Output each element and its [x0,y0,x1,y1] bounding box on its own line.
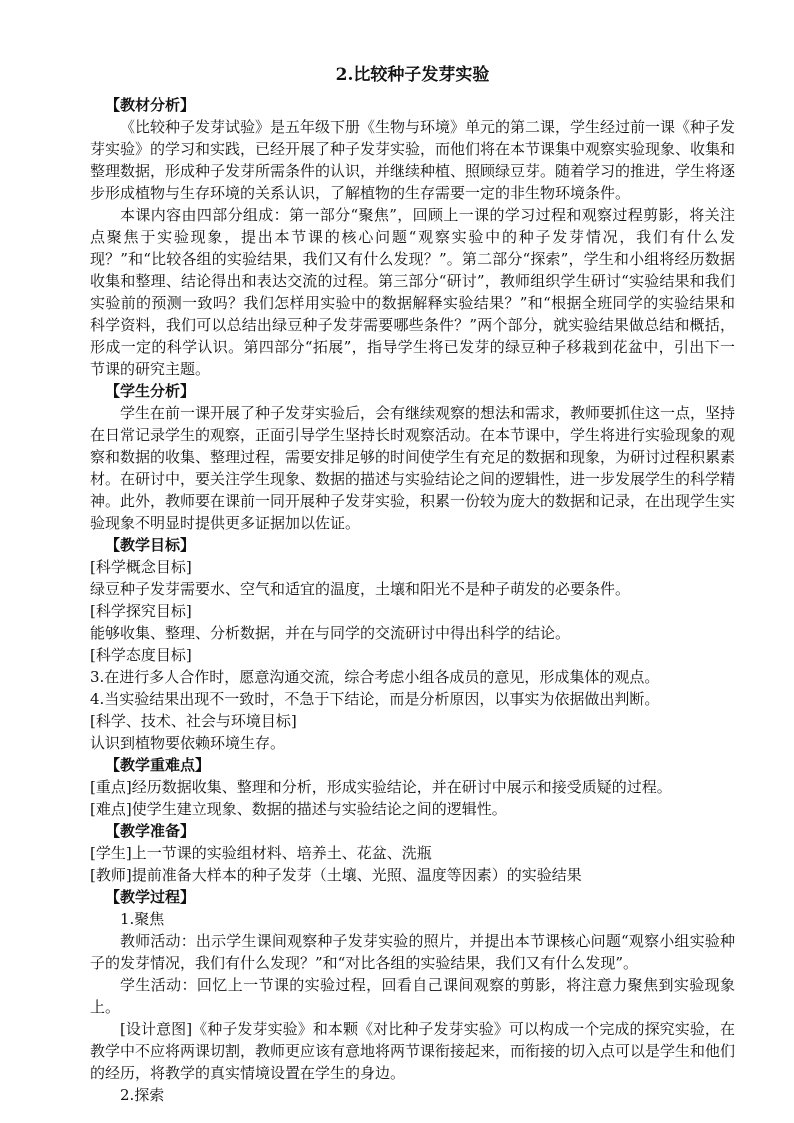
section-heading-student-analysis: 【学生分析】 [105,382,196,400]
key-point-emphasis: [重点]经历数据收集、整理和分析，形成实验结论，并在研讨中展示和接受质疑的过程。 [90,778,672,796]
objective-concept-text: 绿豆种子发芽需要水、空气和适宜的温度，土壤和阳光不是种子萌发的必要条件。 [90,580,631,598]
objective-attitude-text-1: 3.在进行多人合作时，愿意沟通交流，综合考虑小组各成员的意见，形成集体的观点。 [90,668,660,686]
process-step-1-heading: 1.聚焦 [120,910,165,928]
process-step-1-student-activity: 学生活动：回忆上一节课的实验过程，回看自己课间观察的剪影，将注意力聚焦到实验现象上。 [90,976,735,1016]
key-point-difficulty: [难点]使学生建立现象、数据的描述与实验结论之间的逻辑性。 [90,800,507,818]
paragraph-student-analysis: 学生在前一课开展了种子发芽实验后，会有继续观察的想法和需求，教师要抓住这一点，坚持在日常记录学生的观察，正面引导学生坚持长时观察活动。在本节课中，学生将进行实验现象的观察和数据的收集、整理过程，需要安排足够的时间使学生有充足的数据和现象，为研讨过程积累素材。在研讨中，要关注学生现象、数据的描述与实验结论之间的逻辑性，进一步发展学生的科学精神。此外，教师要在课前一同开展种子发芽实验，积累一份较为庞大的数据和记录，在出现学生实验现象不明显时提供更多证据加以佐证。 [90,404,736,532]
process-step-1-design-intent: [设计意图]《种子发芽实验》和本颗《对比种子发芽实验》可以构成一个完成的探究实验，在教学中不应将两课切割，教师更应该有意地将两节课衔接起来，而衔接的切入点可以是学生和他们的经历，将教学的真实情境设置在学生的身边。 [90,1020,736,1082]
section-heading-teaching-analysis: 【教材分析】 [105,96,196,114]
preparation-teacher: [教师]提前准备大样本的种子发芽（土壤、光照、温度等因素）的实验结果 [90,866,582,884]
page-title: 2.比较种子发芽实验 [335,65,490,85]
section-heading-preparation: 【教学准备】 [105,822,196,840]
objective-sts-heading: [科学、技术、社会与环境目标] [90,712,297,730]
objective-sts-text: 认识到植物要依赖环境生存。 [90,734,286,752]
process-step-2-heading: 2.探索 [120,1086,165,1104]
objective-inquiry-text: 能够收集、整理、分析数据，并在与同学的交流研讨中得出科学的结论。 [90,624,571,642]
document-page [90,62,735,1106]
section-heading-objectives: 【教学目标】 [105,536,196,554]
paragraph-teaching-analysis-2: 本课内容由四部分组成：第一部分“聚焦”，回顾上一课的学习过程和观察过程剪影，将关注点聚焦于实验现象，提出本节课的核心问题“观察实验中的种子发芽情况，我们有什么发现？”和“比较各组的实验结果，我们又有什么发现？”。第二部分“探索”，学生和小组将经历数据收集和整理、结论得出和表达交流的过程。第三部分“研讨”，教师组织学生研讨“实验结果和我们实验前的预测一致吗？我们怎样用实验中的数据解释实验结果？”和“根据全班同学的实验结果和科学资料，我们可以总结出绿豆种子发芽需要哪些条件？”两个部分，就实验结果做总结和概括，形成一定的科学认识。第四部分“拓展”，指导学生将已发芽的绿豆种子移栽到花盆中，引出下一节课的研究主题。 [90,206,735,378]
paragraph-teaching-analysis-1: 《比较种子发芽试验》是五年级下册《生物与环境》单元的第二课，学生经过前一课《种子发芽实验》的学习和实践，已经开展了种子发芽实验，而他们将在本节课集中观察实验现象、收集和整理数据，形成种子发芽所需条件的认识，并继续种植、照顾绿豆芽。随着学习的推进，学生将逐步形成植物与生存环境的关系认识，了解植物的生存需要一定的非生物环境条件。 [90,118,736,202]
objective-concept-heading: [科学概念目标] [90,558,192,576]
process-step-1-teacher-activity: 教师活动：出示学生课间观察种子发芽实验的照片，并提出本节课核心问题“观察小组实验种子的发芽情况，我们有什么发现？”和“对比各组的实验结果，我们又有什么发现”。 [90,932,735,972]
objective-attitude-heading: [科学态度目标] [90,646,192,664]
preparation-student: [学生]上一节课的实验组材料、培养土、花盆、洗瓶 [90,844,432,862]
section-heading-process: 【教学过程】 [105,888,196,906]
objective-attitude-text-2: 4.当实验结果出现不一致时，不急于下结论，而是分析原因，以事实为依据做出判断。 [90,690,660,708]
objective-inquiry-heading: [科学探究目标] [90,602,192,620]
section-heading-key-points: 【教学重难点】 [105,756,211,774]
